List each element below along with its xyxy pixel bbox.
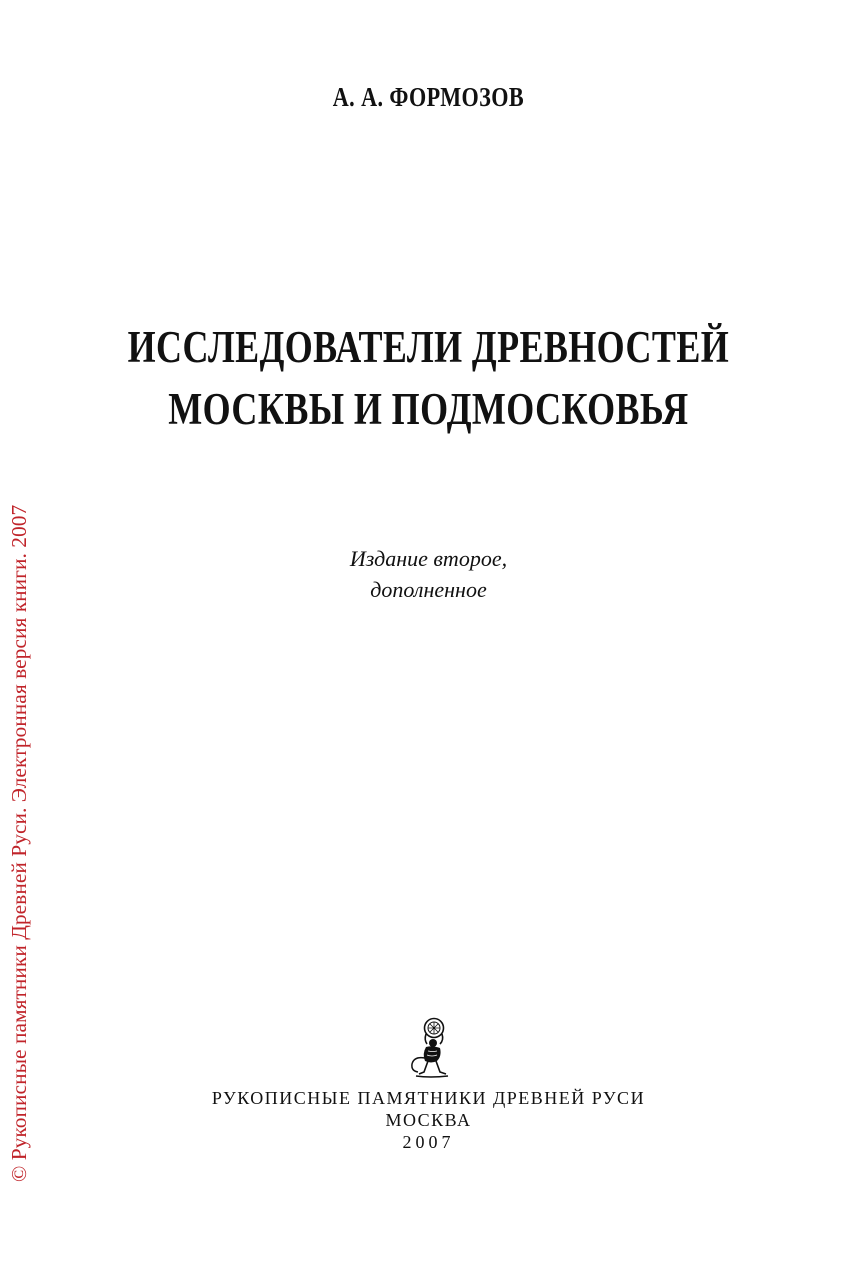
edition-note-line-1: Издание второе, <box>349 546 508 571</box>
edition-note <box>0 543 857 605</box>
book-title <box>86 316 772 440</box>
edition-note-line-2: дополненное <box>370 577 487 602</box>
publisher-emblem-icon <box>404 1016 454 1080</box>
book-title-line-2: МОСКВЫ И ПОДМОСКОВЬЯ <box>168 384 689 434</box>
publisher-city: МОСКВА <box>385 1110 472 1130</box>
book-title-line-1: ИССЛЕДОВАТЕЛИ ДРЕВНОСТЕЙ <box>127 322 730 372</box>
publication-year: 2007 <box>402 1132 455 1152</box>
publisher-block <box>0 1087 857 1153</box>
copyright-notice: © Рукописные памятники Древней Руси. Электронная версия книги. 2007 <box>7 504 31 1182</box>
publisher-name: РУКОПИСНЫЕ ПАМЯТНИКИ ДРЕВНЕЙ РУСИ <box>211 1088 646 1108</box>
author-name: А. А. ФОРМОЗОВ <box>332 82 525 112</box>
